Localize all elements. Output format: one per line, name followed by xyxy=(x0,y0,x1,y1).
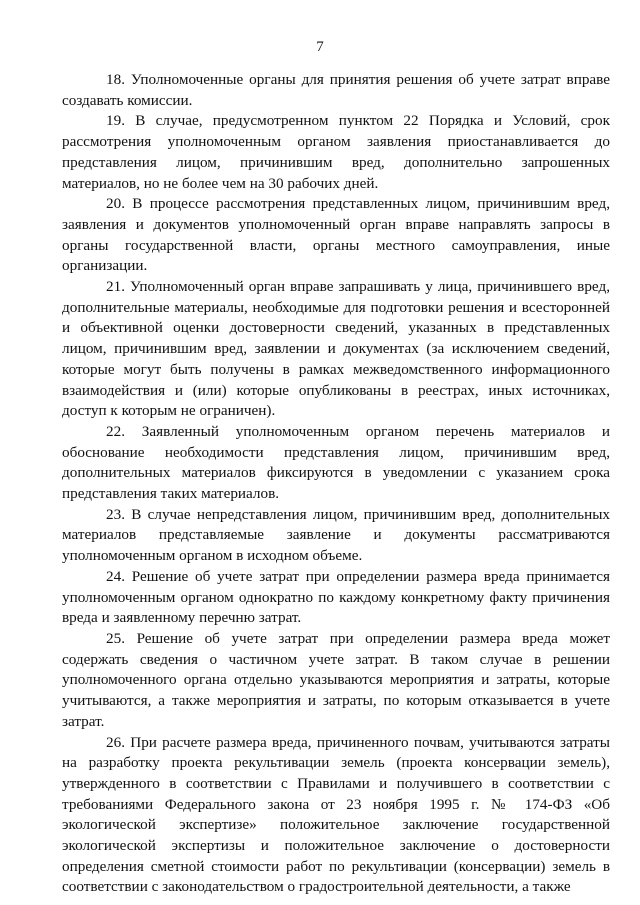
paragraph-24: 24. Решение об учете затрат при определении размера вреда принимается уполномоченным органом однократно по каждому конкретному факту причинения вреда и заявленному перечню затрат. xyxy=(62,567,610,627)
paragraph-19: 19. В случае, предусмотренном пунктом 22 Порядка и Условий, срок рассмотрения уполномоченным органом заявления приостанавливается до представления лицом, причинившим вред, дополнительно запрошенных материалов, но не более чем на 30 рабочих дней. xyxy=(62,112,610,192)
document-body xyxy=(62,70,610,898)
paragraph-18: 18. Уполномоченные органы для принятия решения об учете затрат вправе создавать комиссии. xyxy=(62,71,610,109)
paragraph-25: 25. Решение об учете затрат при определении размера вреда может содержать сведения о частичном учете затрат. В таком случае в решении уполномоченного органа отдельно указываются мероприятия и затраты, которые учитываются, а также мероприятия и затраты, по которым отказывается в учете затрат. xyxy=(62,629,610,730)
paragraph-22: 22. Заявленный уполномоченным органом перечень материалов и обоснование необходимости представления лицом, причинившим вред, дополнительных материалов фиксируются в уведомлении с указанием срока представления таких материалов. xyxy=(62,422,610,503)
page-number: 7 xyxy=(316,39,324,55)
paragraph-26: 26. При расчете размера вреда, причиненного почвам, учитываются затраты на разработку проекта рекультивации земель (проекта консервации земель), утвержденного в соответствии с Правилами и получившего в соответствии с требованиями Федерального закона от 23 ноября 1995 г. № 174-ФЗ «Об экологической экспертизе» положительное заключение государственной экологической экспертизы и положительное заключение о достоверности определения сметной стоимости работ по рекультивации (консервации) земель в соответствии с законодательством о градостроительной деятельности, а также xyxy=(62,733,610,896)
paragraph-21: 21. Уполномоченный орган вправе запрашивать у лица, причинившего вред, дополнительные материалы, необходимые для подготовки решения и всесторонней и объективной оценки достоверности сведений, указанных в представленных лицом, причинившим вред, заявлении и документах (за исключением сведений, которые могут быть получены в рамках межведомственного информационного взаимодействия и (или) которые опубликованы в реестрах, иных источниках, доступ к которым не ограничен). xyxy=(62,278,610,420)
paragraph-20: 20. В процессе рассмотрения представленных лицом, причинившим вред, заявления и документов уполномоченный орган вправе направлять запросы в органы государственной власти, органы местного самоуправления, иные организации. xyxy=(62,195,610,275)
paragraph-23: 23. В случае непредставления лицом, причинившим вред, дополнительных материалов представляемые заявление и документы рассматриваются уполномоченным органом в исходном объеме. xyxy=(62,505,610,565)
